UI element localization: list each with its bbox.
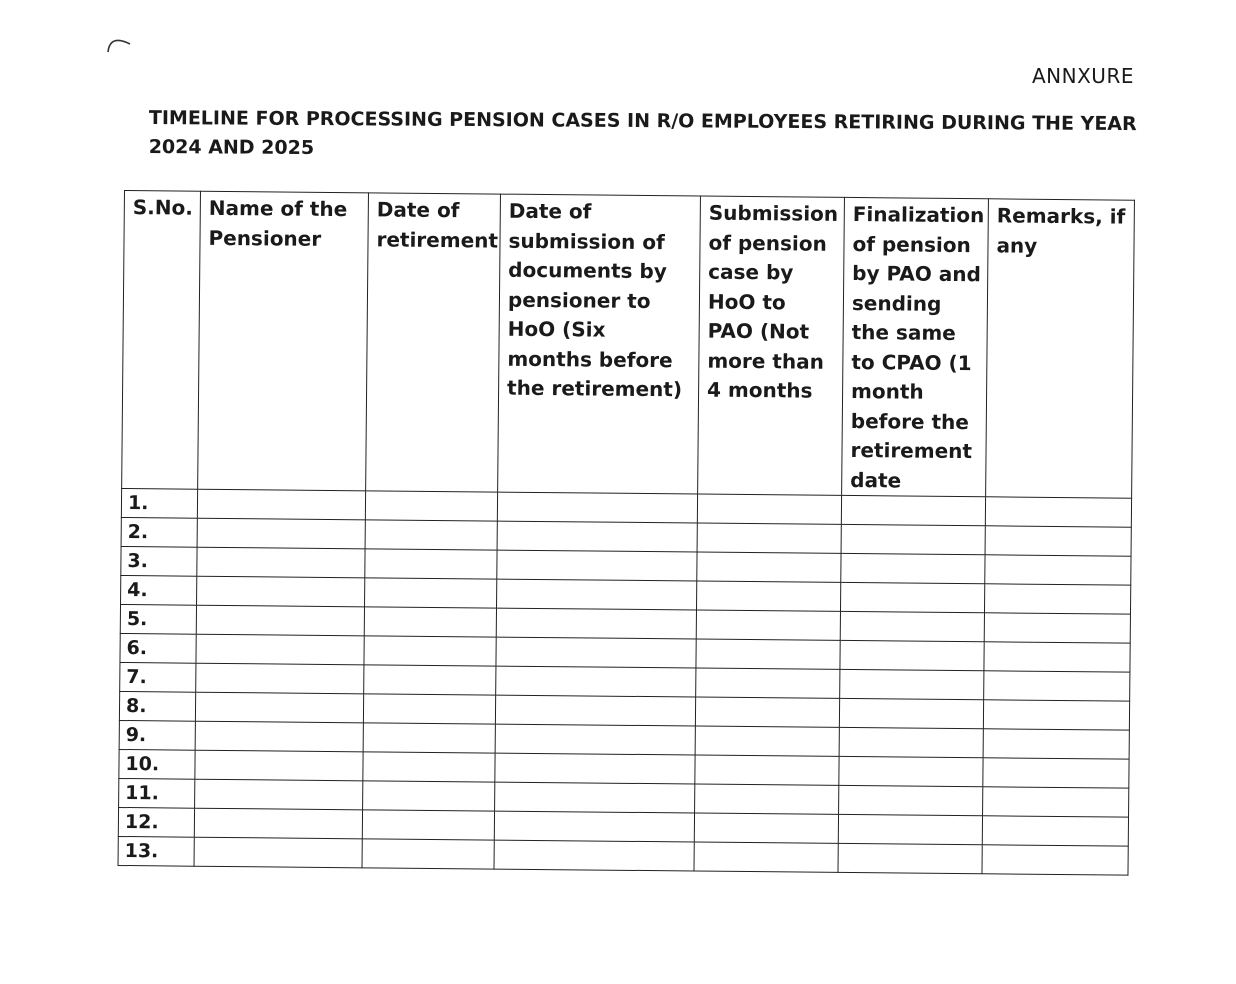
pension-timeline-table-container — [118, 190, 1135, 876]
remarks-cell[interactable] — [983, 787, 1129, 817]
header-submission-to-pao: Submission of pension case by HoO to PAO (Not more than 4 months — [698, 196, 845, 495]
remarks-cell[interactable] — [984, 671, 1130, 701]
retirement-date-cell[interactable] — [363, 723, 495, 753]
submission-date-cell[interactable] — [496, 637, 696, 668]
retirement-date-cell[interactable] — [362, 839, 494, 869]
annexure-label: ANNXURE — [1032, 64, 1134, 88]
retirement-date-cell[interactable] — [363, 752, 495, 782]
retirement-date-cell[interactable] — [365, 520, 497, 550]
pao-submission-cell[interactable] — [694, 842, 838, 872]
header-date-of-retirement: Date of retirement — [366, 193, 501, 492]
submission-date-cell[interactable] — [497, 579, 697, 610]
header-finalization-by-pao: Finalization of pension by PAO and sending the same to CPAO (1 month before the retirement date — [842, 197, 989, 496]
pao-submission-cell[interactable] — [696, 639, 840, 669]
pao-submission-cell[interactable] — [696, 610, 840, 640]
retirement-date-cell[interactable] — [365, 578, 497, 608]
remarks-cell[interactable] — [985, 555, 1131, 585]
remarks-cell[interactable] — [982, 816, 1128, 846]
finalization-cell[interactable] — [841, 524, 985, 554]
retirement-date-cell[interactable] — [365, 549, 497, 579]
remarks-cell[interactable] — [984, 642, 1130, 672]
pensioner-name-cell[interactable] — [196, 634, 364, 665]
row-number: 6. — [120, 633, 196, 663]
row-number: 8. — [119, 691, 195, 721]
document-title: TIMELINE FOR PROCESSING PENSION CASES IN R/O EMPLOYEES RETIRING DURING THE YEAR 2024 AND 2025 — [148, 106, 1137, 160]
submission-date-cell[interactable] — [497, 521, 697, 552]
row-number: 5. — [120, 604, 196, 634]
submission-date-cell[interactable] — [497, 492, 697, 523]
submission-date-cell[interactable] — [494, 840, 694, 871]
remarks-cell[interactable] — [983, 729, 1129, 759]
pension-timeline-table — [118, 190, 1135, 876]
retirement-date-cell[interactable] — [362, 810, 494, 840]
row-number: 9. — [119, 720, 195, 750]
pensioner-name-cell[interactable] — [197, 547, 365, 578]
pao-submission-cell[interactable] — [695, 726, 839, 756]
submission-date-cell[interactable] — [496, 666, 696, 697]
finalization-cell[interactable] — [839, 727, 983, 757]
finalization-cell[interactable] — [838, 814, 982, 844]
remarks-cell[interactable] — [983, 758, 1129, 788]
pao-submission-cell[interactable] — [696, 581, 840, 611]
retirement-date-cell[interactable] — [364, 636, 496, 666]
retirement-date-cell[interactable] — [364, 665, 496, 695]
retirement-date-cell[interactable] — [363, 781, 495, 811]
pao-submission-cell[interactable] — [695, 755, 839, 785]
remarks-cell[interactable] — [982, 845, 1128, 875]
pao-submission-cell[interactable] — [697, 552, 841, 582]
remarks-cell[interactable] — [984, 613, 1130, 643]
row-number: 11. — [119, 778, 195, 808]
pensioner-name-cell[interactable] — [196, 605, 364, 636]
submission-date-cell[interactable] — [495, 724, 695, 755]
header-document-submission-date: Date of submission of documents by pensioner to HoO (Six months before the retirement) — [498, 194, 701, 494]
finalization-cell[interactable] — [839, 698, 983, 728]
pensioner-name-cell[interactable] — [197, 518, 365, 549]
submission-date-cell[interactable] — [495, 753, 695, 784]
row-number: 4. — [121, 575, 197, 605]
remarks-cell[interactable] — [985, 497, 1131, 527]
remarks-cell[interactable] — [984, 584, 1130, 614]
finalization-cell[interactable] — [840, 669, 984, 699]
row-number: 7. — [120, 662, 196, 692]
submission-date-cell[interactable] — [495, 695, 695, 726]
finalization-cell[interactable] — [841, 553, 985, 583]
row-number: 10. — [119, 749, 195, 779]
pensioner-name-cell[interactable] — [194, 837, 362, 868]
header-pensioner-name: Name of the Pensioner — [198, 191, 369, 491]
table-header-row — [122, 191, 1135, 499]
remarks-cell[interactable] — [983, 700, 1129, 730]
pao-submission-cell[interactable] — [694, 813, 838, 843]
header-remarks: Remarks, if any — [986, 199, 1135, 498]
row-number: 1. — [121, 488, 197, 518]
pao-submission-cell[interactable] — [695, 784, 839, 814]
pensioner-name-cell[interactable] — [195, 750, 363, 781]
pen-stroke-mark — [104, 30, 134, 54]
row-number: 2. — [121, 517, 197, 547]
submission-date-cell[interactable] — [497, 550, 697, 581]
finalization-cell[interactable] — [840, 582, 984, 612]
submission-date-cell[interactable] — [496, 608, 696, 639]
pensioner-name-cell[interactable] — [197, 489, 365, 520]
pao-submission-cell[interactable] — [697, 494, 841, 524]
retirement-date-cell[interactable] — [365, 491, 497, 521]
submission-date-cell[interactable] — [495, 782, 695, 813]
header-sno: S.No. — [122, 191, 201, 490]
remarks-cell[interactable] — [985, 526, 1131, 556]
pensioner-name-cell[interactable] — [196, 663, 364, 694]
submission-date-cell[interactable] — [494, 811, 694, 842]
finalization-cell[interactable] — [839, 756, 983, 786]
row-number: 13. — [118, 836, 194, 866]
finalization-cell[interactable] — [840, 611, 984, 641]
row-number: 3. — [121, 546, 197, 576]
retirement-date-cell[interactable] — [363, 694, 495, 724]
pensioner-name-cell[interactable] — [194, 808, 362, 839]
pao-submission-cell[interactable] — [697, 523, 841, 553]
pensioner-name-cell[interactable] — [197, 576, 365, 607]
pao-submission-cell[interactable] — [696, 668, 840, 698]
pensioner-name-cell[interactable] — [195, 692, 363, 723]
finalization-cell[interactable] — [840, 640, 984, 670]
finalization-cell[interactable] — [841, 495, 985, 525]
pensioner-name-cell[interactable] — [195, 779, 363, 810]
finalization-cell[interactable] — [838, 843, 982, 873]
retirement-date-cell[interactable] — [364, 607, 496, 637]
pao-submission-cell[interactable] — [695, 697, 839, 727]
row-number: 12. — [118, 807, 194, 837]
finalization-cell[interactable] — [839, 785, 983, 815]
pensioner-name-cell[interactable] — [195, 721, 363, 752]
